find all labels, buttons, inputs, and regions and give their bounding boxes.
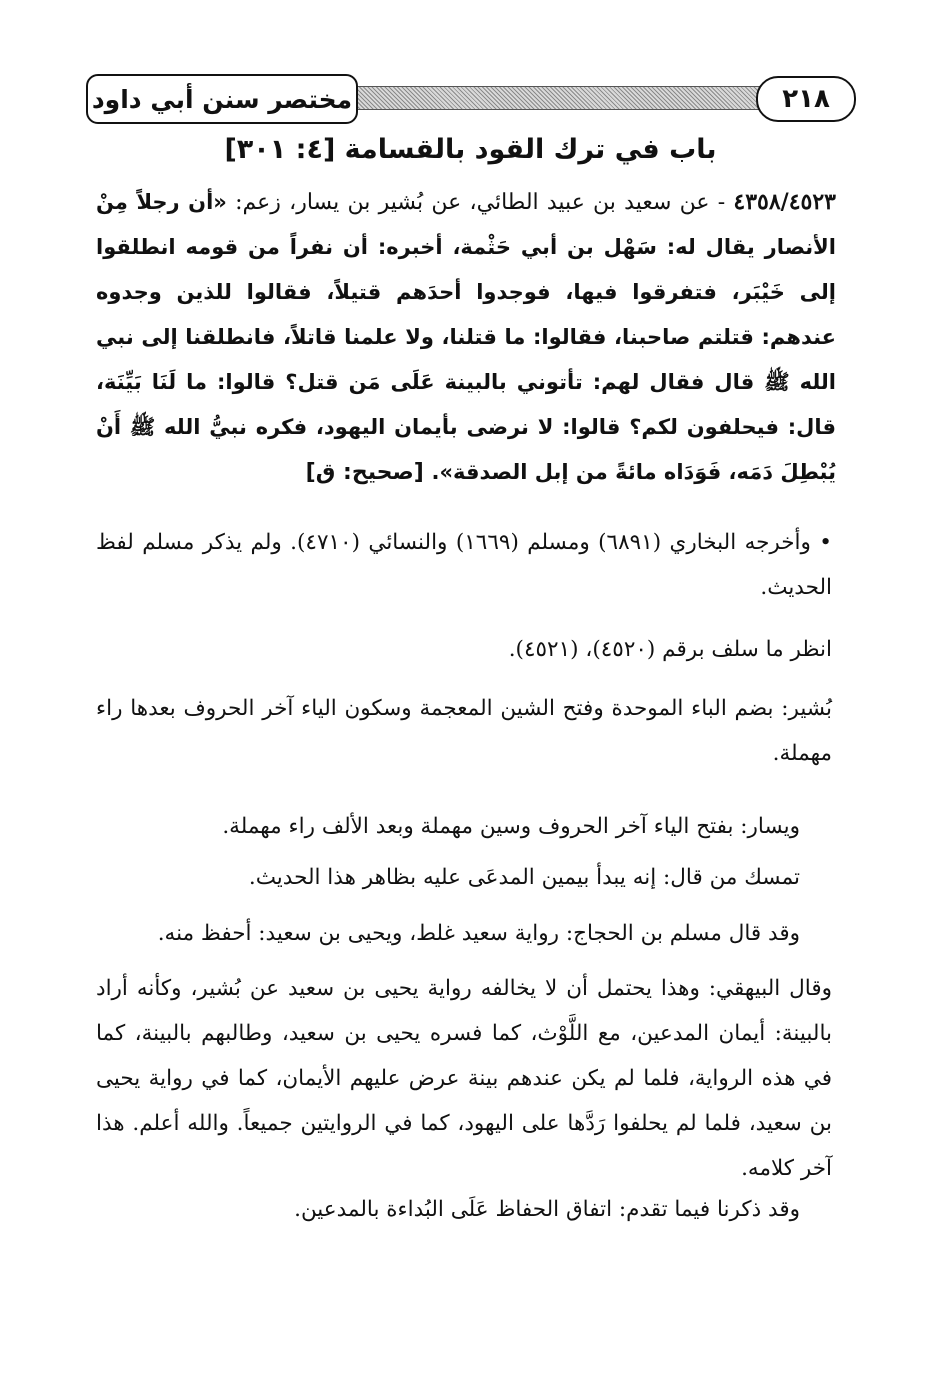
hadith-paragraph bbox=[96, 180, 836, 495]
see-also-note: انظر ما سلف برقم (٤٥٢٠)، (٤٥٢١). bbox=[508, 637, 832, 662]
hadith-matn: «أن رجلاً مِنْ الأنصار يقال له: سَهْل بن أبي حَثْمة، أخبره: أن نفراً من قومه انطلقوا إلى خَيْبَر، فتفرقوا فيها، فوجدوا أحدَهم قتيلاً، فقالوا للذين وجدوه عندهم: قتلتم صاحبنا، فقالوا: ما قتلنا، ولا علمنا قاتلاً، فانطلقنا إلى نبي الله ﷺ قال فقال لهم: تأتوني بالبينة عَلَى مَن قتل؟ قالوا: ما لَنَا بَيِّنَة، قال: فيحلفون لكم؟ قالوا: لا نرضى بأيمان اليهود، فكره نبيُّ الله ﷺ أَنْ يُبْطِلَ دَمَه، فَوَدَاه مائةً من إبل الصدقة». bbox=[96, 190, 836, 484]
bushir-note: بُشير: بضم الباء الموحدة وفتح الشين المعجمة وسكون الياء آخر الحروف بعدها راء مهملة. bbox=[96, 696, 832, 766]
takhrij-note: • وأخرجه البخاري (٦٨٩١) ومسلم (١٦٦٩) والنسائي (٤٧١٠). ولم يذكر مسلم لفظ الحديث. bbox=[96, 530, 832, 600]
muslim-quote-note: وقد قال مسلم بن الحجاج: رواية سعيد غلط، ويحيى بن سعيد: أحفظ منه. bbox=[157, 921, 800, 946]
page-number: ٢١٨ bbox=[756, 76, 856, 122]
book-title: مختصر سنن أبي داود bbox=[86, 74, 358, 124]
tamassuk-note: تمسك من قال: إنه يبدأ بيمين المدعَى عليه بظاهر هذا الحديث. bbox=[248, 865, 800, 890]
yasar-note: ويسار: بفتح الياء آخر الحروف وسين مهملة وبعد الألف راء مهملة. bbox=[222, 814, 800, 839]
hadith-isnad: - عن سعيد بن عبيد الطائي، عن بُشير بن يسار، زعم: bbox=[226, 190, 734, 215]
header-decorative-band bbox=[351, 86, 768, 110]
hadith-grade: [صحيح: ق] bbox=[305, 460, 432, 485]
final-note: وقد ذكرنا فيما تقدم: اتفاق الحفاظ عَلَى البُداءة بالمدعين. bbox=[294, 1197, 800, 1222]
running-header bbox=[86, 74, 856, 126]
hadith-number: ٤٣٥٨/٤٥٢٣ bbox=[733, 189, 836, 215]
chapter-heading: باب في ترك القود بالقسامة [٤: ٣٠١] bbox=[224, 134, 717, 165]
bayhaqi-note: وقال البيهقي: وهذا يحتمل أن لا يخالفه رواية يحيى بن سعيد عن بُشير، وكأنه أراد بالبينة: أيمان المدعين، مع اللَّوْث، كما فسره يحيى بن سعيد، وطالبهم بالبينة، كما في هذه الرواية، فلما لم يكن عندهم بينة عرض عليهم الأيمان، كما في رواية يحيى بن سعيد، فلما لم يحلفوا رَدَّها على اليهود، كما في الروايتين جميعاً. والله أعلم. هذا آخر كلامه. bbox=[96, 976, 832, 1181]
